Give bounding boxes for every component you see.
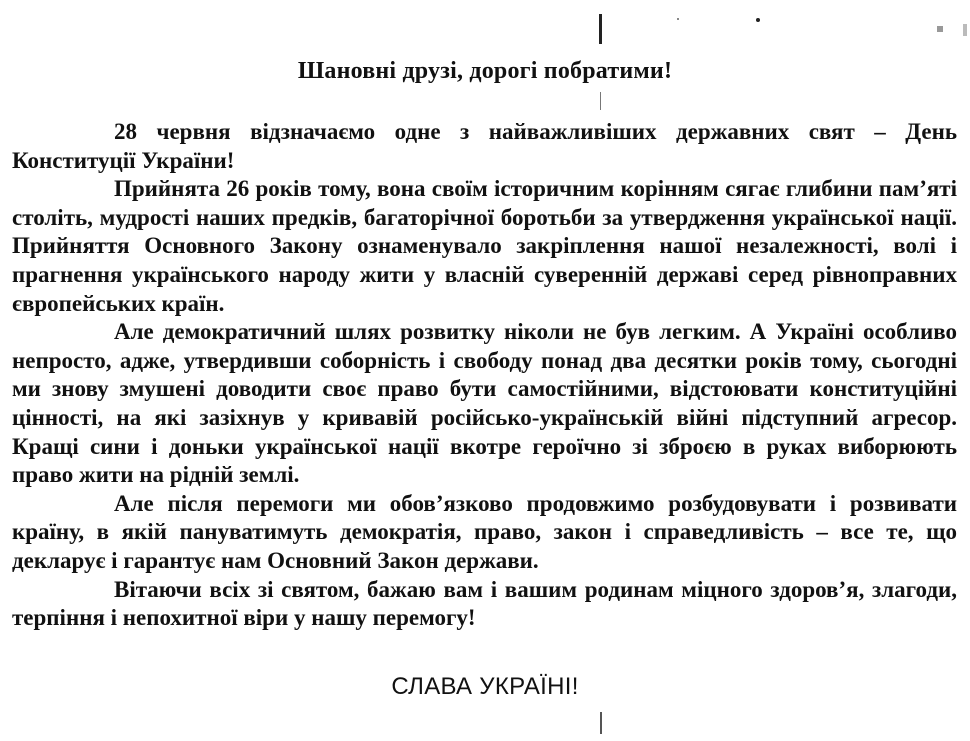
scan-artifact-dot [937,26,943,32]
letter-greeting-title: Шановні друзі, дорогі побратими! [297,58,673,84]
closing-slogan: СЛАВА УКРАЇНІ! [391,673,579,700]
paragraph-history: Прийнята 26 років тому, вона своїм історичним корінням сягає глибини пам’яті століть, мудрості наших предків, багаторічної боротьби за утвердження української нації. Прийняття Основного Закону ознаменувало закріплення нашої незалежності, волі і прагнення українського народу жити у власній суверенній державі серед рівноправних європейських країн. [12,176,957,316]
paragraph-wishes: Вітаючи всіх зі святом, бажаю вам і вашим родинам міцного здоров’я, злагоди, терпіння і непохитної віри у нашу перемогу! [12,576,957,631]
paragraph-constitution-day: 28 червня відзначаємо одне з найважливіших державних свят – День Конституції України! [12,119,957,173]
paragraph-after-victory: Але після перемоги ми обов’язково продовжимо розбудовувати і розвивати країну, в якій пануватимуть демократія, право, закон і справедливість – все те, що декларує і гарантує нам Основний Закон держави. [12,490,957,573]
scan-artifact-mark [600,712,602,734]
scan-artifact-dot [963,24,967,36]
paragraph-struggle: Але демократичний шлях розвитку ніколи не був легким. А Україні особливо непросто, адже, утвердивши соборність і свободу понад два десятки років тому, сьогодні ми знову змушені доводити своє право бути самостійними, відстоювати конституційні цінності, на які зазіхнув у кривавій російсько-українській війні підступний агресор. Кращі сини і доньки української нації вкотре героїчно зі зброєю в руках виборюють право жити на рідній землі. [12,319,957,488]
scan-artifact-dot [756,18,760,22]
scan-artifact-mark [600,92,601,110]
scan-artifact-mark [599,14,602,44]
scan-artifact-dot [677,18,679,20]
letter-body [12,118,957,633]
